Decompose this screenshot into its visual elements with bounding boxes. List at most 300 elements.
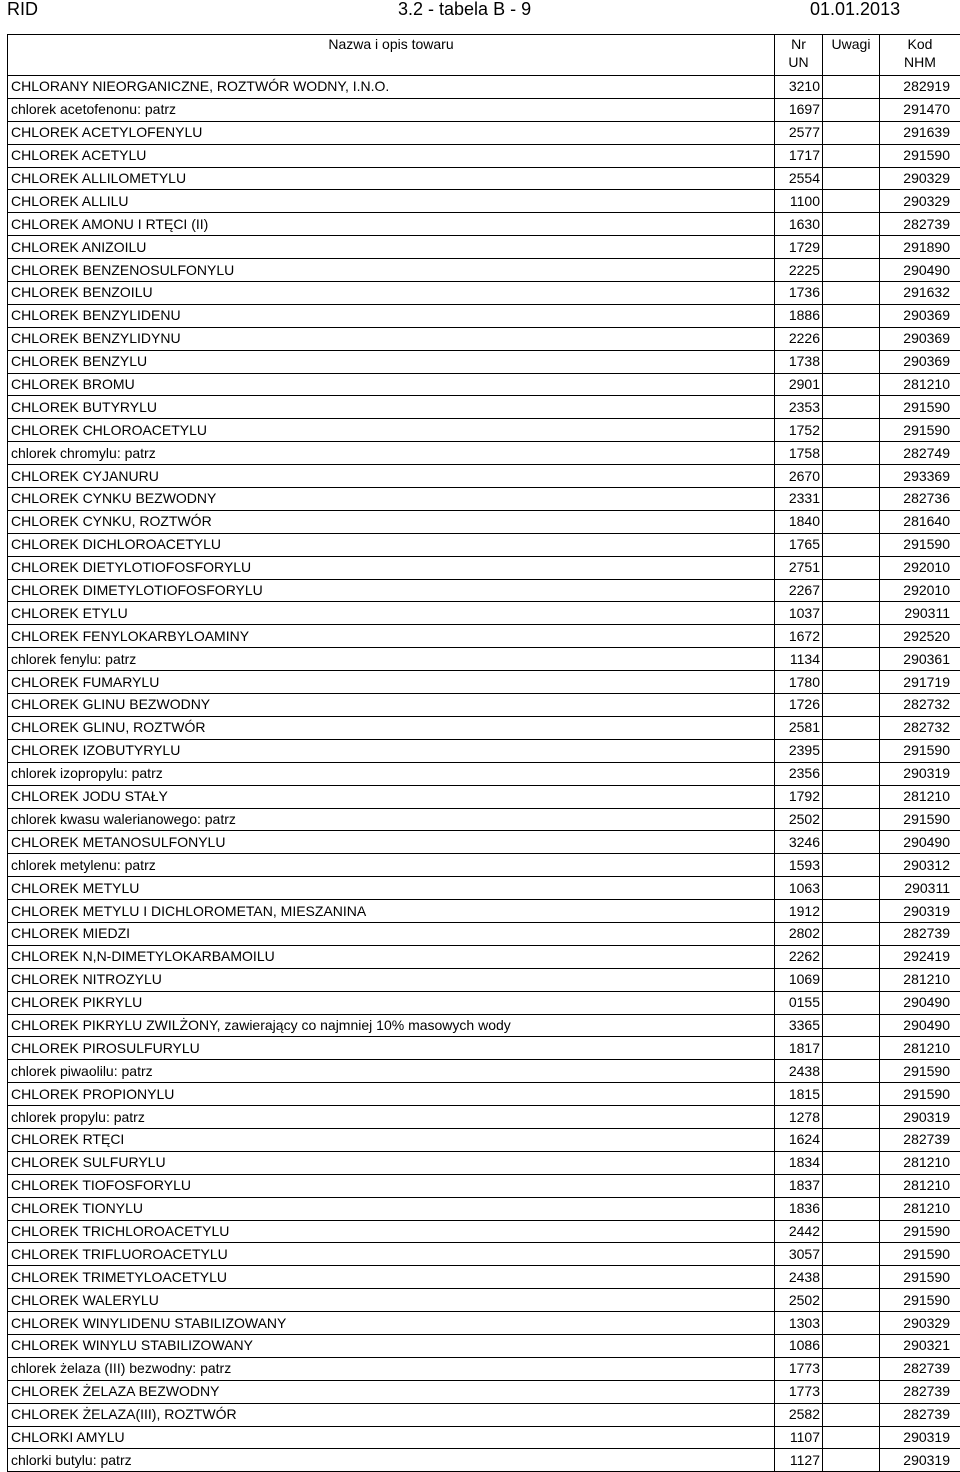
cell-name: CHLOREK FUMARYLU: [8, 671, 775, 694]
table-row: [8, 144, 960, 167]
cell-un: 1886: [775, 304, 823, 327]
table-row: [8, 373, 960, 396]
cell-un: 2802: [775, 922, 823, 945]
cell-un: 1107: [775, 1426, 823, 1449]
cell-uwagi: [823, 1083, 880, 1106]
cell-name: CHLOREK BENZENOSULFONYLU: [8, 259, 775, 282]
cell-name: CHLOREK BROMU: [8, 373, 775, 396]
cell-nhm: 293369: [880, 465, 960, 488]
cell-nhm: 282739: [880, 1403, 960, 1426]
cell-un: 1773: [775, 1357, 823, 1380]
cell-uwagi: [823, 327, 880, 350]
cell-un: 2356: [775, 762, 823, 785]
cell-name: CHLOREK ALLILU: [8, 190, 775, 213]
cell-name: chlorek acetofenonu: patrz: [8, 98, 775, 121]
cell-uwagi: [823, 1060, 880, 1083]
cell-name: CHLORANY NIEORGANICZNE, ROZTWÓR WODNY, I.N.O.: [8, 76, 775, 99]
cell-nhm: 281210: [880, 1174, 960, 1197]
cell-name: CHLOREK BENZOILU: [8, 282, 775, 305]
cell-nhm: 281210: [880, 785, 960, 808]
cell-un: 2438: [775, 1060, 823, 1083]
cell-uwagi: [823, 602, 880, 625]
cell-name: CHLOREK BUTYRYLU: [8, 396, 775, 419]
header-date: 01.01.2013: [810, 0, 900, 18]
table-row: [8, 991, 960, 1014]
cell-un: 1127: [775, 1449, 823, 1472]
cell-uwagi: [823, 121, 880, 144]
cell-nhm: 290490: [880, 991, 960, 1014]
cell-uwagi: [823, 1037, 880, 1060]
cell-nhm: 282749: [880, 442, 960, 465]
cell-un: 1792: [775, 785, 823, 808]
cell-uwagi: [823, 510, 880, 533]
column-header-nhm: Kod NHM: [880, 35, 960, 76]
cell-un: 1738: [775, 350, 823, 373]
table-row: [8, 739, 960, 762]
cell-uwagi: [823, 579, 880, 602]
cell-name: CHLOREK WINYLIDENU STABILIZOWANY: [8, 1312, 775, 1335]
cell-un: 1063: [775, 877, 823, 900]
cell-nhm: 291590: [880, 419, 960, 442]
cell-nhm: 292010: [880, 556, 960, 579]
cell-uwagi: [823, 1426, 880, 1449]
cell-nhm: 282919: [880, 76, 960, 99]
cell-nhm: 282739: [880, 922, 960, 945]
cell-un: 2442: [775, 1220, 823, 1243]
cell-un: 1593: [775, 854, 823, 877]
cell-un: 1069: [775, 968, 823, 991]
cell-uwagi: [823, 831, 880, 854]
cell-name: CHLOREK AMONU I RTĘCI (II): [8, 213, 775, 236]
cell-name: chlorek chromylu: patrz: [8, 442, 775, 465]
table-row: [8, 1403, 960, 1426]
cell-nhm: 290490: [880, 259, 960, 282]
cell-nhm: 282739: [880, 213, 960, 236]
cell-un: 2582: [775, 1403, 823, 1426]
table-row: [8, 282, 960, 305]
cell-un: 2581: [775, 716, 823, 739]
cell-un: 1672: [775, 625, 823, 648]
table-row: [8, 1174, 960, 1197]
table-row: [8, 556, 960, 579]
cell-uwagi: [823, 1220, 880, 1243]
table-row: [8, 259, 960, 282]
table-row: [8, 968, 960, 991]
cell-uwagi: [823, 304, 880, 327]
table-row: [8, 1426, 960, 1449]
cell-uwagi: [823, 282, 880, 305]
cell-uwagi: [823, 1357, 880, 1380]
cell-un: 1736: [775, 282, 823, 305]
cell-nhm: 291590: [880, 1220, 960, 1243]
cell-name: chlorek izopropylu: patrz: [8, 762, 775, 785]
cell-un: 2502: [775, 808, 823, 831]
cell-un: 1134: [775, 648, 823, 671]
table-row: [8, 1128, 960, 1151]
cell-name: CHLOREK TIONYLU: [8, 1197, 775, 1220]
cell-nhm: 290319: [880, 1449, 960, 1472]
cell-name: CHLOREK PROPIONYLU: [8, 1083, 775, 1106]
column-header-uwagi: Uwagi: [823, 35, 880, 76]
cell-uwagi: [823, 739, 880, 762]
table-row: [8, 808, 960, 831]
cell-name: CHLOREK FENYLOKARBYLOAMINY: [8, 625, 775, 648]
cell-uwagi: [823, 1312, 880, 1335]
cell-uwagi: [823, 625, 880, 648]
cell-name: CHLOREK TRIMETYLOACETYLU: [8, 1266, 775, 1289]
cell-name: CHLOREK TRIFLUOROACETYLU: [8, 1243, 775, 1266]
table-row: [8, 1151, 960, 1174]
cell-un: 1780: [775, 671, 823, 694]
cell-un: 3210: [775, 76, 823, 99]
cell-nhm: 290361: [880, 648, 960, 671]
cell-name: chlorki butylu: patrz: [8, 1449, 775, 1472]
table-row: [8, 396, 960, 419]
column-header-name: Nazwa i opis towaru: [8, 35, 775, 76]
cell-un: 2577: [775, 121, 823, 144]
cell-nhm: 291590: [880, 808, 960, 831]
table-row: [8, 854, 960, 877]
table-row: [8, 648, 960, 671]
cell-uwagi: [823, 98, 880, 121]
table-row: [8, 1060, 960, 1083]
cell-nhm: 292520: [880, 625, 960, 648]
cell-name: CHLOREK GLINU, ROZTWÓR: [8, 716, 775, 739]
cell-nhm: 290329: [880, 1312, 960, 1335]
cell-name: CHLOREK METYLU: [8, 877, 775, 900]
table-row: [8, 945, 960, 968]
cell-nhm: 282739: [880, 1128, 960, 1151]
table-row: [8, 98, 960, 121]
table-row: [8, 327, 960, 350]
cell-uwagi: [823, 373, 880, 396]
cell-name: CHLOREK GLINU BEZWODNY: [8, 694, 775, 717]
cell-un: 2353: [775, 396, 823, 419]
table-row: [8, 694, 960, 717]
cell-name: CHLOREK DICHLOROACETYLU: [8, 533, 775, 556]
cell-uwagi: [823, 236, 880, 259]
cell-un: 2262: [775, 945, 823, 968]
cell-name: chlorek żelaza (III) bezwodny: patrz: [8, 1357, 775, 1380]
cell-un: 1303: [775, 1312, 823, 1335]
cell-nhm: 291590: [880, 144, 960, 167]
header-left: RID: [7, 0, 38, 18]
cell-un: 2554: [775, 167, 823, 190]
table-row: [8, 1312, 960, 1335]
cell-uwagi: [823, 465, 880, 488]
cell-un: 1729: [775, 236, 823, 259]
cell-un: 1912: [775, 900, 823, 923]
cell-un: 2395: [775, 739, 823, 762]
cell-uwagi: [823, 396, 880, 419]
cell-un: 1752: [775, 419, 823, 442]
cell-name: CHLOREK PIKRYLU ZWILŻONY, zawierający co najmniej 10% masowych wody: [8, 1014, 775, 1037]
cell-name: CHLOREK CYJANURU: [8, 465, 775, 488]
cell-nhm: 281210: [880, 1151, 960, 1174]
cell-name: CHLOREK IZOBUTYRYLU: [8, 739, 775, 762]
cell-uwagi: [823, 991, 880, 1014]
cell-nhm: 282739: [880, 1380, 960, 1403]
cell-uwagi: [823, 167, 880, 190]
cell-name: CHLOREK RTĘCI: [8, 1128, 775, 1151]
cell-uwagi: [823, 716, 880, 739]
cell-uwagi: [823, 259, 880, 282]
cell-un: 1717: [775, 144, 823, 167]
table-row: [8, 190, 960, 213]
table-row: [8, 167, 960, 190]
cell-nhm: 290369: [880, 327, 960, 350]
table-body: [8, 76, 960, 1472]
table-row: [8, 121, 960, 144]
cell-nhm: 290319: [880, 1426, 960, 1449]
cell-nhm: 281210: [880, 1197, 960, 1220]
cell-name: chlorek metylenu: patrz: [8, 854, 775, 877]
cell-nhm: 282739: [880, 1357, 960, 1380]
cell-nhm: 291590: [880, 396, 960, 419]
table-row: [8, 488, 960, 511]
cell-nhm: 281210: [880, 373, 960, 396]
cell-uwagi: [823, 419, 880, 442]
cell-uwagi: [823, 762, 880, 785]
table-row: [8, 922, 960, 945]
cell-uwagi: [823, 900, 880, 923]
table-row: [8, 419, 960, 442]
cell-un: 1837: [775, 1174, 823, 1197]
cell-un: 1840: [775, 510, 823, 533]
table-row: [8, 831, 960, 854]
cell-uwagi: [823, 350, 880, 373]
table-row: [8, 1357, 960, 1380]
cell-un: 1630: [775, 213, 823, 236]
cell-name: CHLOREK DIMETYLOTIOFOSFORYLU: [8, 579, 775, 602]
cell-uwagi: [823, 76, 880, 99]
table-row: [8, 762, 960, 785]
cell-un: 3057: [775, 1243, 823, 1266]
cell-un: 1758: [775, 442, 823, 465]
table-row: [8, 1449, 960, 1472]
cell-uwagi: [823, 1197, 880, 1220]
cell-uwagi: [823, 1014, 880, 1037]
cell-uwagi: [823, 1289, 880, 1312]
table-row: [8, 1014, 960, 1037]
cell-uwagi: [823, 694, 880, 717]
cell-nhm: 291470: [880, 98, 960, 121]
cell-nhm: 291590: [880, 739, 960, 762]
cell-name: CHLOREK ŻELAZA(III), ROZTWÓR: [8, 1403, 775, 1426]
cell-nhm: 291590: [880, 1289, 960, 1312]
table-row: [8, 1083, 960, 1106]
column-header-un: Nr UN: [775, 35, 823, 76]
cell-nhm: 290369: [880, 304, 960, 327]
table-row: [8, 1266, 960, 1289]
cell-nhm: 291590: [880, 1266, 960, 1289]
cell-un: 2331: [775, 488, 823, 511]
table-row: [8, 900, 960, 923]
cell-nhm: 290319: [880, 762, 960, 785]
table-row: [8, 1243, 960, 1266]
table-row: [8, 671, 960, 694]
table-row: [8, 877, 960, 900]
cell-un: 1765: [775, 533, 823, 556]
cell-name: CHLOREK TIOFOSFORYLU: [8, 1174, 775, 1197]
cell-uwagi: [823, 1334, 880, 1357]
cell-un: 1836: [775, 1197, 823, 1220]
cell-un: 1086: [775, 1334, 823, 1357]
cell-nhm: 290329: [880, 167, 960, 190]
cell-nhm: 290311: [880, 602, 960, 625]
cell-uwagi: [823, 1403, 880, 1426]
cell-un: 1815: [775, 1083, 823, 1106]
cell-un: 2751: [775, 556, 823, 579]
cell-nhm: 291719: [880, 671, 960, 694]
cell-un: 1037: [775, 602, 823, 625]
table-row: [8, 350, 960, 373]
cell-name: CHLOREK ACETYLOFENYLU: [8, 121, 775, 144]
cell-nhm: 290312: [880, 854, 960, 877]
cell-un: 2438: [775, 1266, 823, 1289]
cell-nhm: 290321: [880, 1334, 960, 1357]
cell-uwagi: [823, 213, 880, 236]
cell-name: CHLOREK WALERYLU: [8, 1289, 775, 1312]
cell-name: chlorek fenylu: patrz: [8, 648, 775, 671]
cell-nhm: 290369: [880, 350, 960, 373]
cell-un: 2226: [775, 327, 823, 350]
cell-nhm: 281210: [880, 968, 960, 991]
table-row: [8, 1197, 960, 1220]
table-row: [8, 1380, 960, 1403]
cell-uwagi: [823, 1128, 880, 1151]
cell-nhm: 281640: [880, 510, 960, 533]
cell-name: CHLOREK N,N-DIMETYLOKARBAMOILU: [8, 945, 775, 968]
cell-un: 1834: [775, 1151, 823, 1174]
cell-name: CHLOREK BENZYLIDENU: [8, 304, 775, 327]
cell-name: CHLOREK NITROZYLU: [8, 968, 775, 991]
table-row: [8, 716, 960, 739]
cell-nhm: 290311: [880, 877, 960, 900]
cell-nhm: 291639: [880, 121, 960, 144]
cell-name: CHLOREK PIROSULFURYLU: [8, 1037, 775, 1060]
cell-uwagi: [823, 877, 880, 900]
cell-name: CHLOREK WINYLU STABILIZOWANY: [8, 1334, 775, 1357]
cell-nhm: 292419: [880, 945, 960, 968]
cell-name: CHLOREK CYNKU, ROZTWÓR: [8, 510, 775, 533]
cell-name: CHLOREK CYNKU BEZWODNY: [8, 488, 775, 511]
cell-uwagi: [823, 488, 880, 511]
cell-uwagi: [823, 1151, 880, 1174]
cell-un: 2670: [775, 465, 823, 488]
cell-nhm: 291590: [880, 533, 960, 556]
cell-un: 1278: [775, 1106, 823, 1129]
cell-un: 2502: [775, 1289, 823, 1312]
cell-un: 1773: [775, 1380, 823, 1403]
table-row: [8, 579, 960, 602]
cell-uwagi: [823, 945, 880, 968]
table-row: [8, 625, 960, 648]
cell-name: CHLOREK ETYLU: [8, 602, 775, 625]
table-row: [8, 236, 960, 259]
cell-nhm: 290319: [880, 900, 960, 923]
cell-uwagi: [823, 533, 880, 556]
cell-name: CHLOREK METYLU I DICHLOROMETAN, MIESZANINA: [8, 900, 775, 923]
cell-uwagi: [823, 1243, 880, 1266]
table-row: [8, 465, 960, 488]
cell-uwagi: [823, 1449, 880, 1472]
cell-un: 0155: [775, 991, 823, 1014]
cell-nhm: 291890: [880, 236, 960, 259]
table-row: [8, 785, 960, 808]
cell-uwagi: [823, 648, 880, 671]
cell-uwagi: [823, 854, 880, 877]
cell-nhm: 291590: [880, 1243, 960, 1266]
cell-un: 1624: [775, 1128, 823, 1151]
cell-name: CHLOREK SULFURYLU: [8, 1151, 775, 1174]
cell-un: 1100: [775, 190, 823, 213]
table-row: [8, 76, 960, 99]
cell-name: CHLOREK CHLOROACETYLU: [8, 419, 775, 442]
table-row: [8, 510, 960, 533]
cell-name: CHLOREK ACETYLU: [8, 144, 775, 167]
cell-name: CHLOREK ANIZOILU: [8, 236, 775, 259]
cell-nhm: 292010: [880, 579, 960, 602]
cell-un: 1697: [775, 98, 823, 121]
cell-uwagi: [823, 144, 880, 167]
table-row: [8, 213, 960, 236]
cell-nhm: 290319: [880, 1106, 960, 1129]
cell-name: CHLORKI AMYLU: [8, 1426, 775, 1449]
cell-uwagi: [823, 671, 880, 694]
table-row: [8, 602, 960, 625]
cell-uwagi: [823, 968, 880, 991]
table-row: [8, 1334, 960, 1357]
cell-nhm: 290329: [880, 190, 960, 213]
cell-name: CHLOREK ŻELAZA BEZWODNY: [8, 1380, 775, 1403]
cell-uwagi: [823, 1266, 880, 1289]
cell-nhm: 291632: [880, 282, 960, 305]
table-row: [8, 533, 960, 556]
cell-name: CHLOREK TRICHLOROACETYLU: [8, 1220, 775, 1243]
header-title: 3.2 - tabela B - 9: [398, 0, 531, 18]
cell-nhm: 281210: [880, 1037, 960, 1060]
cell-name: chlorek kwasu walerianowego: patrz: [8, 808, 775, 831]
cell-un: 3365: [775, 1014, 823, 1037]
cell-nhm: 290490: [880, 1014, 960, 1037]
table-row: [8, 1289, 960, 1312]
page-header: [0, 0, 960, 34]
cell-un: 2901: [775, 373, 823, 396]
cell-un: 3246: [775, 831, 823, 854]
cell-name: CHLOREK BENZYLU: [8, 350, 775, 373]
table-row: [8, 442, 960, 465]
cell-uwagi: [823, 1174, 880, 1197]
cell-nhm: 282736: [880, 488, 960, 511]
cell-nhm: 282732: [880, 716, 960, 739]
cell-name: CHLOREK DIETYLOTIOFOSFORYLU: [8, 556, 775, 579]
cell-name: CHLOREK ALLILOMETYLU: [8, 167, 775, 190]
cell-uwagi: [823, 1106, 880, 1129]
cell-uwagi: [823, 556, 880, 579]
table-row: [8, 1037, 960, 1060]
cell-uwagi: [823, 442, 880, 465]
cell-name: CHLOREK JODU STAŁY: [8, 785, 775, 808]
cell-name: CHLOREK PIKRYLU: [8, 991, 775, 1014]
cell-name: chlorek propylu: patrz: [8, 1106, 775, 1129]
cell-nhm: 290490: [880, 831, 960, 854]
table-row: [8, 1220, 960, 1243]
cell-uwagi: [823, 1380, 880, 1403]
cell-name: CHLOREK METANOSULFONYLU: [8, 831, 775, 854]
cell-name: CHLOREK MIEDZI: [8, 922, 775, 945]
cell-un: 1817: [775, 1037, 823, 1060]
